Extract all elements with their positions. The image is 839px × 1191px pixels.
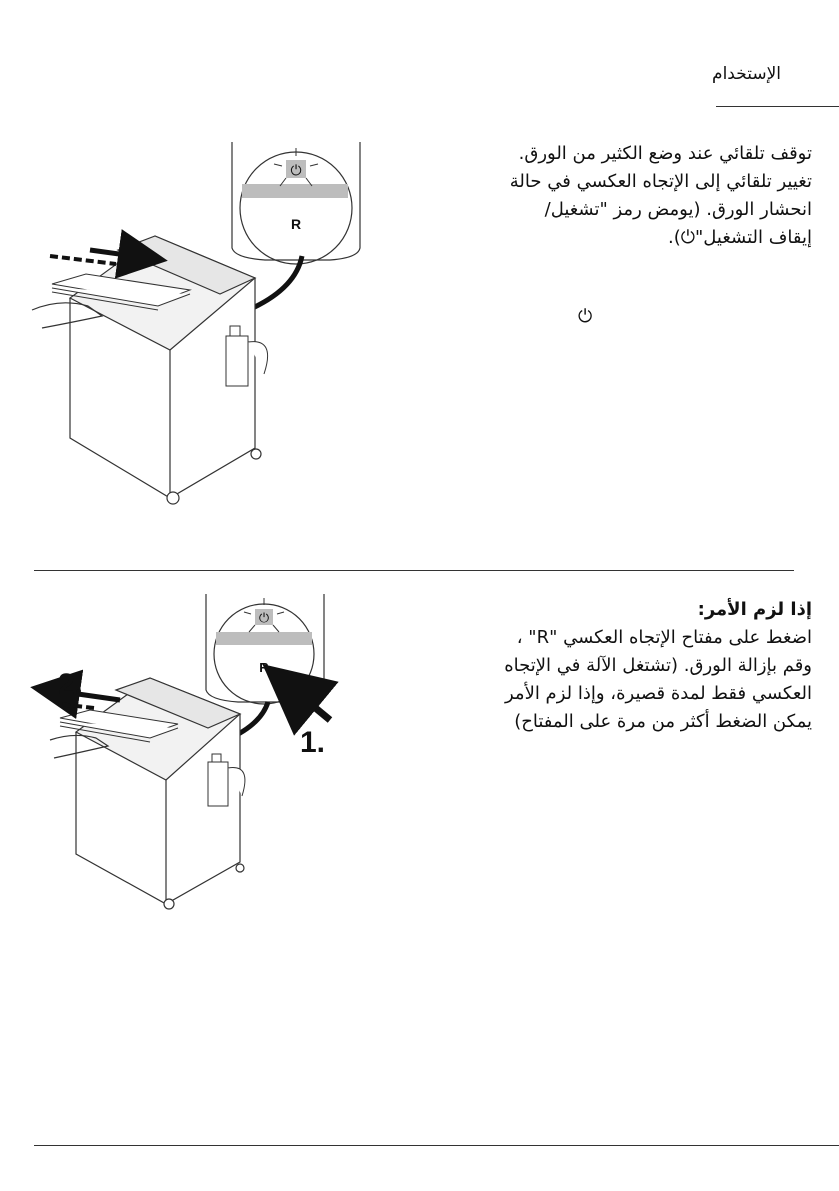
header-rule bbox=[716, 106, 839, 107]
footer-rule bbox=[34, 1145, 839, 1146]
step2-label: 2. bbox=[58, 668, 84, 701]
press-arrow bbox=[284, 682, 330, 720]
section1-line: تغيير تلقائي إلى الإتجاه العكسي في حالة bbox=[509, 171, 812, 192]
reverse-key-label: R bbox=[259, 660, 269, 675]
step1-label: 1. bbox=[300, 726, 326, 759]
power-symbol-icon: ⏻ bbox=[290, 163, 302, 179]
section1-line: انحشار الورق. (يومض رمز "تشغيل/ bbox=[544, 199, 812, 220]
page-header-title: الإستخدام bbox=[712, 64, 781, 84]
section2-line: اضغط على مفتاح الإتجاه العكسي "R" ، bbox=[516, 627, 812, 648]
illustration-paper-feed bbox=[30, 138, 380, 518]
section2-line: العكسي فقط لمدة قصيرة، وإذا لزم الأمر bbox=[505, 683, 812, 704]
illustration-reverse-key bbox=[30, 592, 340, 922]
reverse-key-label: R bbox=[290, 216, 302, 232]
section2-heading: إذا لزم الأمر: bbox=[697, 599, 812, 620]
power-symbol-icon: ⏻ bbox=[578, 306, 593, 327]
section2-text bbox=[504, 596, 812, 736]
power-symbol-icon: ⏻ bbox=[258, 611, 270, 626]
section1-line: توقف تلقائي عند وضع الكثير من الورق. bbox=[518, 143, 812, 164]
section2-line: يمكن الضغط أكثر من مرة على المفتاح) bbox=[514, 711, 812, 732]
section-divider bbox=[34, 570, 794, 571]
section1-line: إيقاف التشغيل"⏻). bbox=[668, 227, 812, 248]
section1-text bbox=[510, 140, 812, 252]
section2-line: وقم بإزالة الورق. (تشتغل الآلة في الإتجاه bbox=[504, 655, 812, 676]
